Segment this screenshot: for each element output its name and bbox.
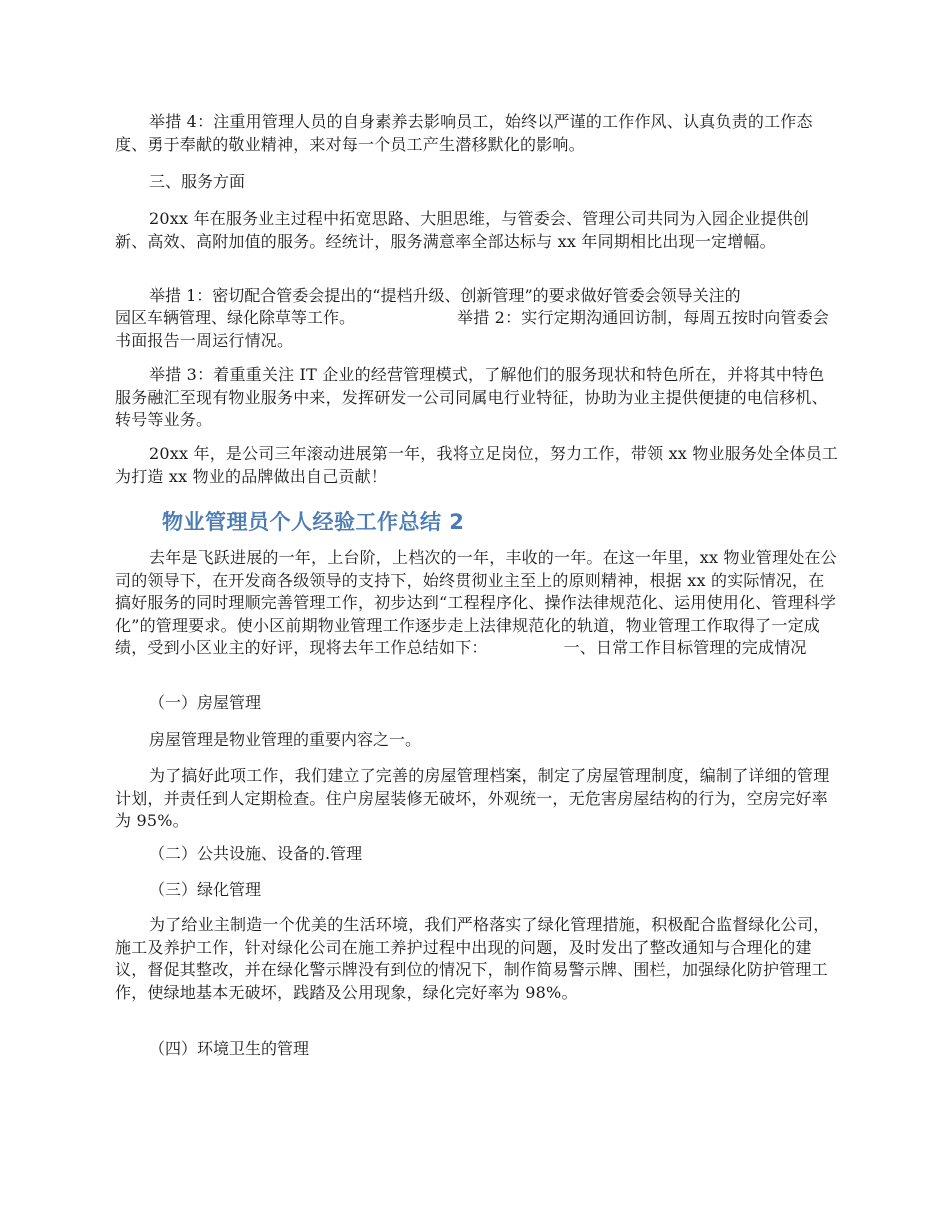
- paragraph-measure-3: 举措 3：着重重关注 IT 企业的经营管理模式，了解他们的服务现状和特色所在，并将其中特色服务融汇至现有物业服务中来，发挥研发一公司同属电行业特征，协助为业主提供便捷的电信移机、转号等业务。: [115, 365, 828, 429]
- subheading-greening: （三）绿化管理: [149, 880, 262, 899]
- paragraph-housing-detail: 为了搞好此项工作，我们建立了完善的房屋管理档案，制定了房屋管理制度，编制了详细的管理计划，并责任到人定期检查。住户房屋装修无破坏，外观统一，无危害房屋结构的行为，空房完好率为 95%。: [115, 766, 830, 830]
- paragraph-year-summary: 20xx 年，是公司三年滚动进展第一年，我将立足岗位，努力工作，带领 xx 物业服务处全体员工为打造 xx 物业的品牌做出自己贡献！: [115, 444, 839, 486]
- measure-1-line-1: 举措 1：密切配合管委会提出的“提档升级、创新管理”的要求做好管委会领导关注的: [149, 286, 741, 305]
- measure-1-line-2: 园区车辆管理、绿化除草等工作。: [115, 308, 356, 327]
- paragraph-year-review: [115, 547, 840, 660]
- section-heading-service: 三、服务方面: [149, 172, 246, 191]
- subheading-housing: （一）房屋管理: [149, 693, 262, 712]
- section-heading-daily-work: 一、日常工作目标管理的完成情况: [563, 638, 807, 657]
- document-title: 物业管理员个人经验工作总结 2: [162, 510, 465, 534]
- year-review-text: 去年是飞跃进展的一年，上台阶，上档次的一年，丰收的一年。在这一年里，xx 物业管理处在公司的领导下，在开发商各级领导的支持下，始终贯彻业主至上的原则精神，根据 xx 的实际情况，在搞好服务的同时理顺完善管理工作，初步达到“工程程序化、操作法律规范化、运用使用化、管理科学化”的管理要求。使小区前期物业管理工作逐步走上法律规范化的轨道，物业管理工作取得了一定成绩，受到小区业主的好评，现将去年工作总结如下：: [115, 548, 837, 657]
- paragraph-housing-intro: 房屋管理是物业管理的重要内容之一。: [149, 730, 422, 749]
- paragraph-measure-4: 举措 4：注重用管理人员的自身素养去影响员工，始终以严谨的工作作风、认真负责的工作态度、勇于奉献的敬业精神，来对每一个员工产生潜移默化的影响。: [115, 112, 813, 154]
- paragraph-greening-detail: 为了给业主制造一个优美的生活环境，我们严格落实了绿化管理措施，积极配合监督绿化公司，施工及养护工作，针对绿化公司在施工养护过程中出现的问题，及时发出了整改通知与合理化的建议，督促其整改，并在绿化警示牌没有到位的情况下，制作简易警示牌、围栏，加强绿化防护管理工作，使绿地基本无破坏，践踏及公用现象，绿化完好率为 98%。: [115, 915, 830, 1002]
- paragraph-service-summary: 20xx 年在服务业主过程中拓宽思路、大胆思维，与管委会、管理公司共同为入园企业提供创新、高效、高附加值的服务。经统计，服务满意率全部达标与 xx 年同期相比出现一定增幅。: [115, 209, 810, 251]
- subheading-public-facilities: （二）公共设施、设备的.管理: [149, 844, 363, 863]
- subheading-sanitation: （四）环境卫生的管理: [149, 1039, 310, 1058]
- measure-2-text: 举措 2：实行定期沟通回访制，每周五按时向管委会书面报告一周运行情况。: [115, 308, 830, 350]
